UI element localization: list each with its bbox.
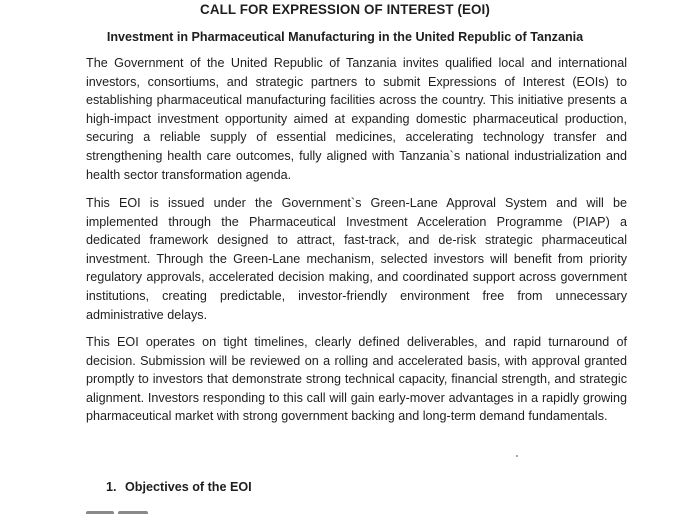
section-title: Objectives of the EOI [125, 480, 252, 494]
paragraph-invitation: The Government of the United Republic of Tanzania invites qualified local and international investors, consortiums, and strategic partners to submit Expressions of Interest (EOIs) to establishing pharmaceutical manufacturing facilities across the country. This initiative presents a high-impact investment opportunity aimed at expanding domestic pharmaceutical production, securing a reliable supply of essential medicines, accelerating technology transfer and strengthening health care outcomes, fully aligned with Tanzania`s national industrialization and health sector transformation agenda. [86, 56, 627, 182]
paragraph-timelines: This EOI operates on tight timelines, clearly defined deliverables, and rapid turnaround of decision. Submission will be reviewed on a rolling and accelerated basis, with approval granted promptly to investors that demonstrate strong technical capacity, financial strength, and strategic alignment. Investors responding to this call will gain early-mover advantages in a rapidly growing pharmaceutical market with strong government backing and long-term demand fundamentals. [86, 335, 627, 424]
scan-speck [516, 455, 518, 457]
document-subtitle: Investment in Pharmaceutical Manufacturing in the United Republic of Tanzania [106, 30, 584, 44]
section-number: 1. [106, 480, 117, 494]
document-title: CALL FOR EXPRESSION OF INTEREST (EOI) [200, 2, 490, 17]
paragraph-green-lane: This EOI is issued under the Government`s Green-Lane Approval System and will be implemented through the Pharmaceutical Investment Acceleration Programme (PIAP) a dedicated framework designed to attract, fast-track, and de-risk strategic pharmaceutical investment. Through the Green-Lane mechanism, selected investors will benefit from priority regulatory approvals, accelerated decision making, and coordinated support across government institutions, creating predictable, investor-friendly environment free from unnecessary administrative delays. [86, 196, 627, 322]
cut-off-text-line [86, 504, 156, 514]
section-heading-objectives [106, 480, 252, 494]
